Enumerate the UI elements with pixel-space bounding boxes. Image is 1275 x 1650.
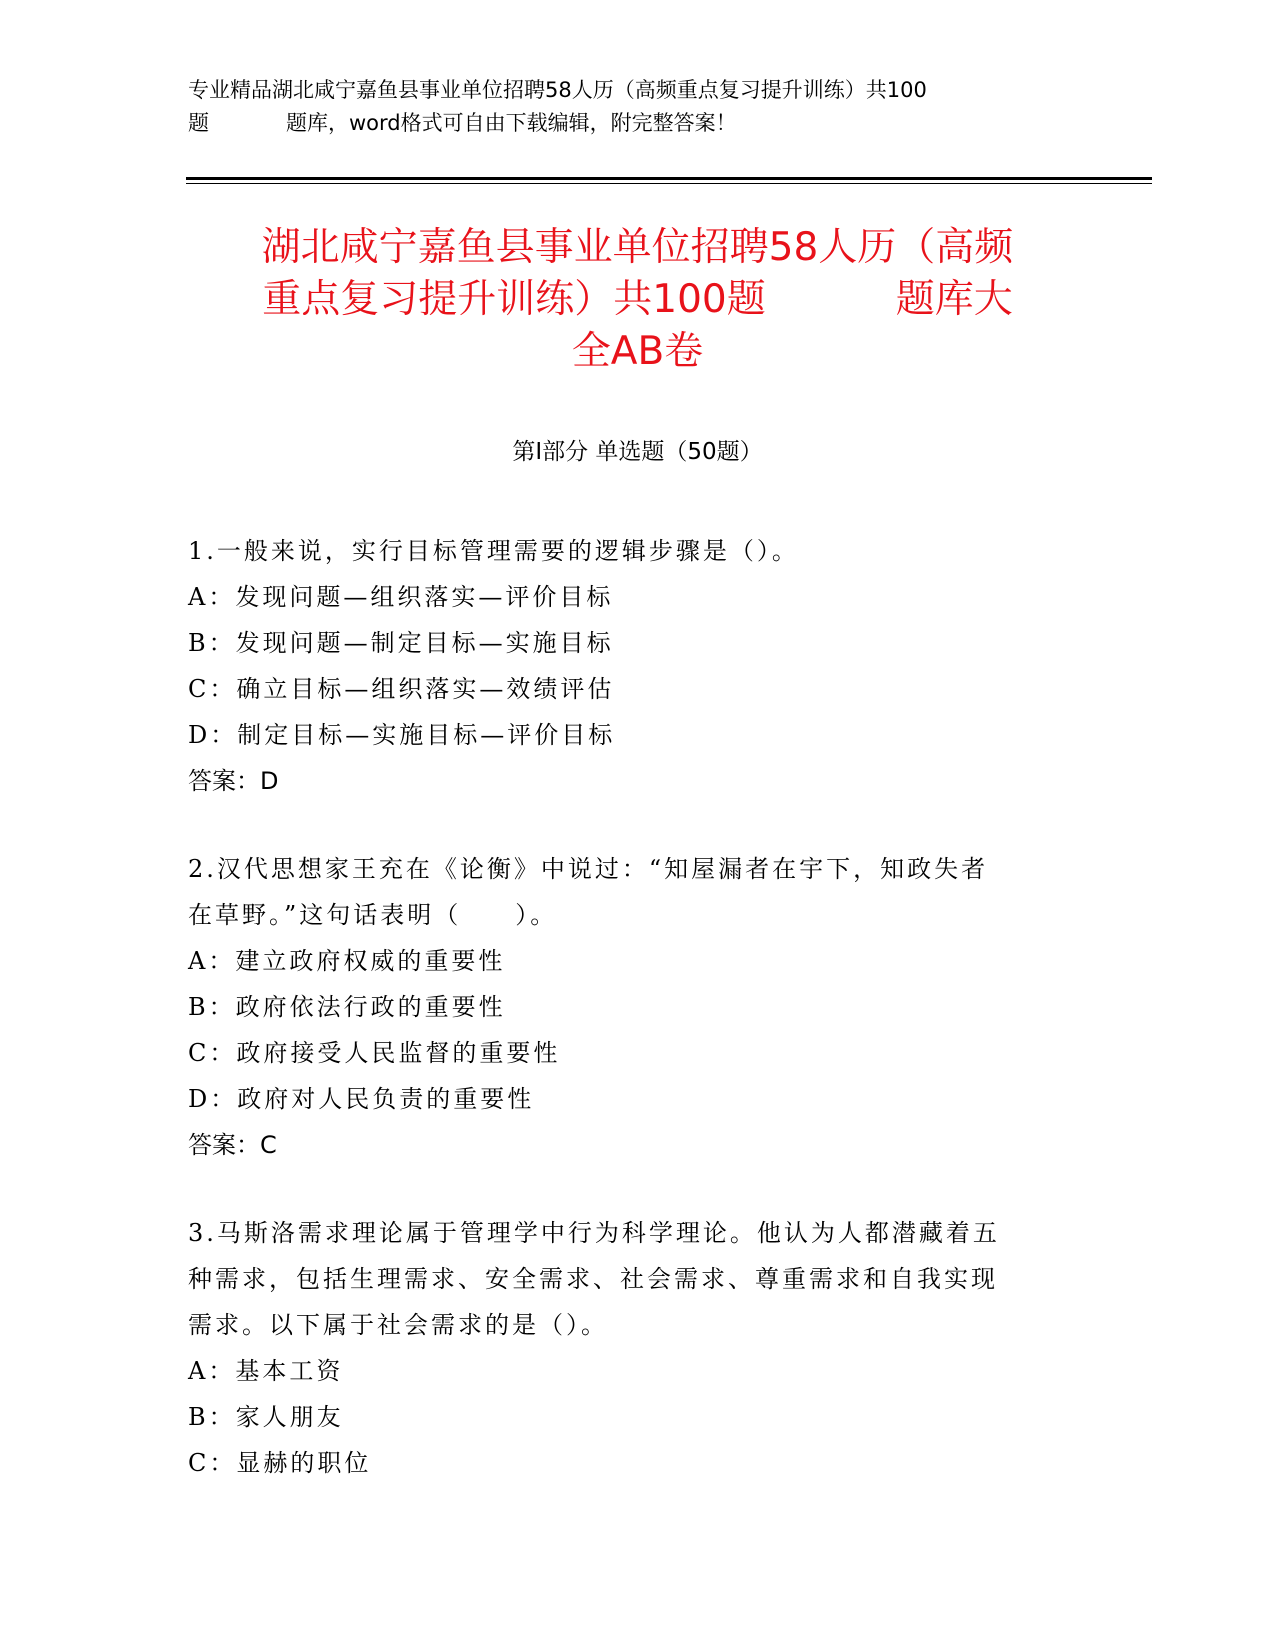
header-note-line-2-end: 题库，word格式可自由下载编辑，附完整答案！ — [286, 111, 737, 135]
question-3 — [188, 1210, 1068, 1486]
document-header-note — [188, 74, 1088, 140]
header-note-line-2 — [188, 107, 1088, 140]
question-spacer — [188, 1168, 1068, 1210]
document-title — [160, 222, 1115, 378]
question-1-answer: 答案：D — [188, 767, 279, 795]
question-2-text-line-1: 2.汉代思想家王充在《论衡》中说过：“知屋漏者在宇下，知政失者 — [188, 855, 989, 883]
question-2 — [188, 846, 1068, 1168]
question-3-option-c: C：显赫的职位 — [188, 1449, 372, 1477]
question-2-option-b: B：政府依法行政的重要性 — [188, 993, 506, 1021]
title-line-1: 湖北咸宁嘉鱼县事业单位招聘58人历（高频 — [261, 225, 1014, 270]
question-1-option-b: B：发现问题—制定目标—实施目标 — [188, 629, 614, 657]
question-3-option-b: B：家人朋友 — [188, 1403, 344, 1431]
section-title: 第Ⅰ部分 单选题（50题） — [512, 439, 763, 465]
question-list — [188, 528, 1068, 1486]
question-2-option-a: A：建立政府权威的重要性 — [188, 947, 506, 975]
header-divider-thin — [186, 183, 1152, 184]
question-spacer — [188, 804, 1068, 846]
question-2-option-d: D：政府对人民负责的重要性 — [188, 1085, 535, 1113]
question-2-answer: 答案：C — [188, 1131, 277, 1159]
question-2-option-c: C：政府接受人民监督的重要性 — [188, 1039, 561, 1067]
question-1 — [188, 528, 1068, 804]
question-3-text-line-1: 3.马斯洛需求理论属于管理学中行为科学理论。他认为人都潜藏着五 — [188, 1219, 1000, 1247]
question-1-option-d: D：制定目标—实施目标—评价目标 — [188, 721, 616, 749]
question-3-text-line-3: 需求。以下属于社会需求的是（）。 — [188, 1311, 608, 1339]
header-note-line-1: 专业精品湖北咸宁嘉鱼县事业单位招聘58人历（高频重点复习提升训练）共100 — [188, 78, 927, 102]
question-3-text-line-2: 种需求，包括生理需求、安全需求、社会需求、尊重需求和自我实现 — [188, 1265, 998, 1293]
question-3-option-a: A：基本工资 — [188, 1357, 344, 1385]
title-line-2 — [160, 274, 1115, 326]
question-2-text-line-2: 在草野。”这句话表明（ ）。 — [188, 901, 558, 929]
question-1-text: 1.一般来说，实行目标管理需要的逻辑步骤是（）。 — [188, 537, 799, 565]
question-1-option-c: C：确立目标—组织落实—效绩评估 — [188, 675, 615, 703]
title-line-2-start: 重点复习提升训练）共100题 — [262, 277, 766, 322]
header-note-line-2-start: 题 — [188, 111, 209, 135]
header-divider-thick — [186, 177, 1152, 180]
title-line-3: 全AB卷 — [571, 329, 704, 374]
title-line-2-end: 题库大 — [895, 277, 1013, 322]
question-1-option-a: A：发现问题—组织落实—评价目标 — [188, 583, 614, 611]
